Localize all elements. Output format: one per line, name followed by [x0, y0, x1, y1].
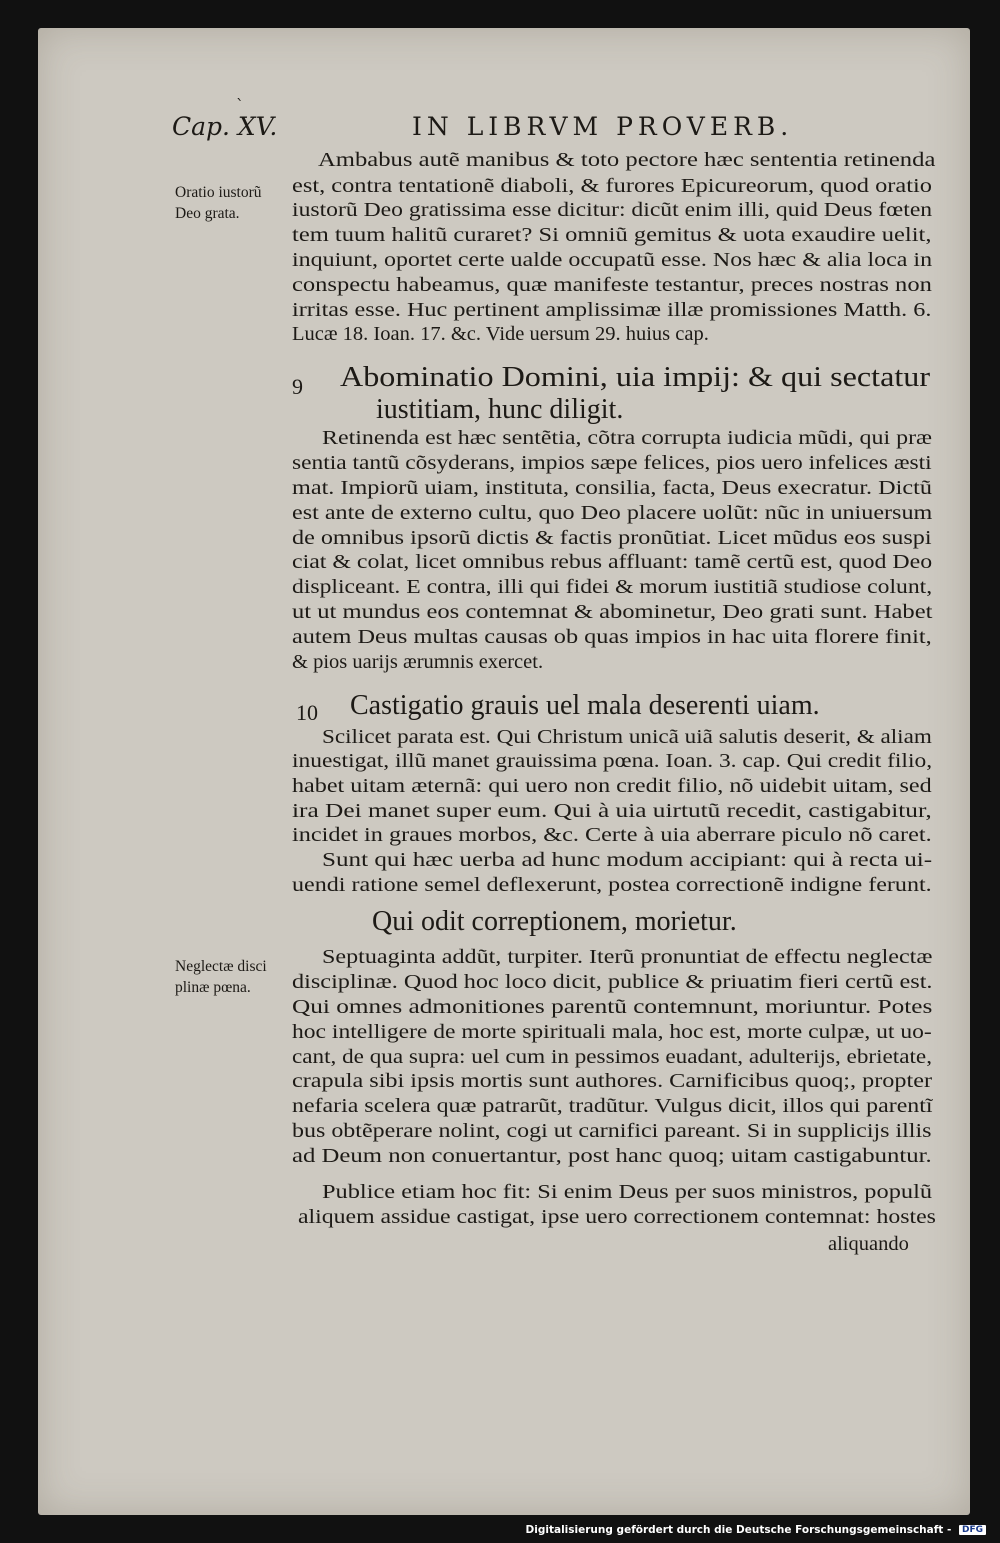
lemma-line: Qui odit correptionem, morietur. — [372, 906, 737, 937]
text-line: cant, de qua supra: uel cum in pessimos euadant, adulterijs, ebrietate, — [292, 1046, 932, 1068]
text-line: tem tuum halitũ curaret? Si omniũ gemitus & uota exaudire uelit, — [292, 224, 932, 246]
text-line: displiceant. E contra, illi qui fidei & morum iustitiã studiose colunt, — [292, 576, 933, 598]
text-line: conspectu habeamus, quæ manifeste testantur, preces nostras non — [292, 274, 932, 296]
text-line: disciplinæ. Quod hoc loco dicit, publice & priuatim fieri certũ est. — [292, 971, 933, 993]
text-line: iustorũ Deo gratissima esse dicitur: dicũt enim illi, quid Deus fœten — [292, 199, 933, 221]
text-line: bus obtẽperare nolint, cogi ut carnifici pareant. Si in supplicijs illis — [292, 1120, 932, 1142]
text-line: ut ut mundus eos contemnat & abominetur, Deo grati sunt. Habet — [292, 601, 933, 623]
text-line: & pios uarijs ærumnis exercet. — [292, 651, 544, 673]
marginal-note-line: Neglectæ disci — [175, 958, 267, 975]
text-line: ad Deum non conuertantur, post hanc quoq; uitam castigabuntur. — [292, 1145, 932, 1167]
text-line: Publice etiam hoc fit: Si enim Deus per suos ministros, populũ — [322, 1181, 933, 1203]
text-line: ciat & colat, licet omnibus rebus affluant: tamẽ certũ est, quod Deo — [292, 551, 933, 573]
marginal-note-line: Oratio iustorũ — [175, 184, 262, 201]
text-line: sentia tantũ cõsyderans, impios sæpe felices, pios uero infelices æsti — [292, 452, 932, 474]
text-line: aliquem assidue castigat, ipse uero correctionem contemnat: hostes — [298, 1206, 936, 1228]
text-line: Scilicet parata est. Qui Christum unicã uiã salutis deserit, & aliam — [322, 726, 932, 748]
text-line: autem Deus multas causas ob quas impios in hac uita florere finit, — [292, 626, 932, 648]
verse-number: 10 — [296, 700, 318, 725]
text-line: hoc intelligere de morte spirituali mala, hoc est, morte culpæ, ut uo- — [292, 1021, 932, 1043]
text-line: irritas esse. Huc pertinent amplissimæ illæ promissiones Matth. 6. — [292, 299, 932, 321]
dfg-logo: DFG — [959, 1525, 986, 1535]
text-line: de omnibus ipsorũ dictis & factis pronũtiat. Licet mũdus eos suspi — [292, 527, 932, 549]
verse-number: 9 — [292, 374, 303, 399]
text-line: Ambabus autẽ manibus & toto pectore hæc sententia retinenda — [318, 149, 936, 171]
marginal-note-line: plinæ pœna. — [175, 979, 251, 996]
text-line: aliquando — [828, 1233, 909, 1255]
text-line: ira Dei manet super eum. Qui à uia uirtutũ recedit, castigabitur, — [292, 800, 932, 822]
lemma-line: Abominatio Domini, uia impij: & qui sectatur — [340, 362, 931, 393]
text-line: est ante de externo cultu, quo Deo placere uolũt: nũc in uniuersum — [292, 502, 933, 524]
marginal-note-line: Deo grata. — [175, 205, 240, 222]
text-line: nefaria scelera quæ patrarũt, tradũtur. Vulgus dicit, illos qui parentĩ — [292, 1095, 933, 1117]
footer-credit — [526, 1524, 986, 1536]
text-line: est, contra tentationẽ diaboli, & furores Epicureorum, quod oratio — [292, 175, 932, 197]
text-line: habet uitam æternã: qui uero non credit filio, nõ uidebit uitam, sed — [292, 775, 932, 797]
lemma-line: Castigatio grauis uel mala deserenti uiam. — [350, 690, 820, 721]
text-line: Lucæ 18. Ioan. 17. &c. Vide uersum 29. huius cap. — [292, 323, 709, 345]
text-line: Retinenda est hæc sentẽtia, cõtra corrupta iudicia mũdi, qui præ — [322, 427, 933, 449]
text-line: Septuaginta addũt, turpiter. Iterũ pronuntiat de effectu neglectæ — [322, 946, 933, 968]
text-line: Sunt qui hæc uerba ad hunc modum accipiant: qui à recta ui- — [322, 849, 933, 871]
lemma-line: iustitiam, hunc diligit. — [376, 394, 624, 425]
text-line: inquiunt, oportet certe ualde occupatũ esse. Nos hæc & alia loca in — [292, 249, 933, 271]
text-line: Qui omnes admonitiones parentũ contemnunt, moriuntur. Potes — [292, 996, 933, 1018]
footer-text: Digitalisierung gefördert durch die Deutsche Forschungsgemeinschaft - — [525, 1524, 952, 1536]
text-line: incidet in graues morbos, &c. Certe à uia aberrare piculo nõ caret. — [292, 824, 932, 846]
text-line: crapula sibi ipsis mortis sunt authores. Carnificibus quoq;, propter — [292, 1070, 933, 1092]
text-line: uendi ratione semel deflexerunt, postea correctionẽ indigne ferunt. — [292, 874, 932, 896]
text-line: inuestigat, illũ manet grauissima pœna. Ioan. 3. cap. Qui credit filio, — [292, 750, 933, 772]
text-line: mat. Impiorũ uiam, instituta, consilia, facta, Deus execratur. Dictũ — [292, 477, 932, 499]
page-mark: ˋ — [236, 96, 244, 115]
running-head-chapter: Cap. XV. — [172, 112, 278, 141]
running-head-title: IN LIBRVM PROVERB. — [412, 112, 794, 141]
